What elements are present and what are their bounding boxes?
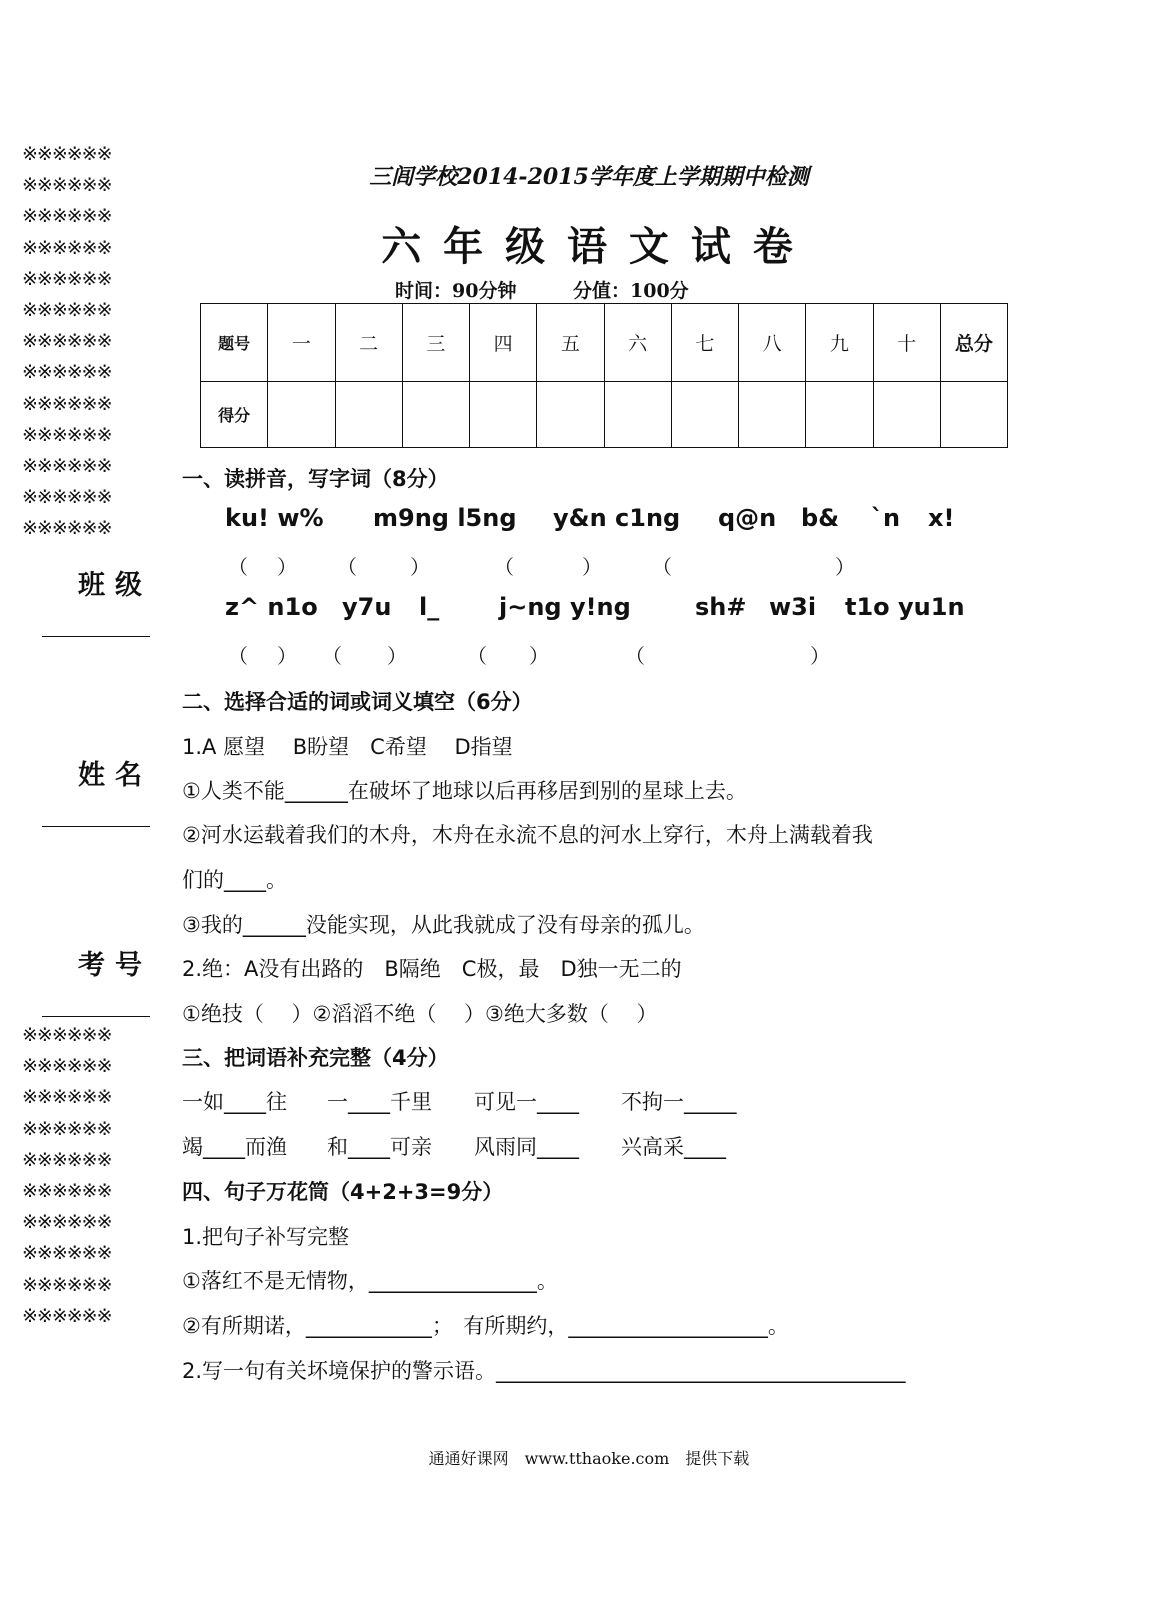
pinyin: `n bbox=[871, 504, 901, 532]
star-row: ※※※※※※ bbox=[22, 1304, 112, 1327]
idiom: 风雨同____ bbox=[474, 1135, 579, 1159]
star-row: ※※※※※※ bbox=[22, 143, 112, 165]
score-cell bbox=[335, 381, 402, 447]
star-row: ※※※※※※ bbox=[22, 361, 112, 384]
pinyin: b& bbox=[801, 504, 840, 532]
star-row: ※※※※※※ bbox=[22, 1055, 112, 1078]
row-label-question: 题号 bbox=[201, 304, 268, 382]
star-row: ※※※※※※ bbox=[22, 423, 112, 446]
col-header: 二 bbox=[335, 304, 402, 382]
pinyin: t1o yu1n bbox=[845, 593, 965, 621]
q1-line2b: 们的____。 bbox=[182, 868, 287, 892]
star-row: ※※※※※※ bbox=[22, 1086, 112, 1109]
col-header: 八 bbox=[739, 304, 806, 382]
star-row: ※※※※※※ bbox=[22, 236, 112, 259]
star-row: ※※※※※※ bbox=[22, 1242, 112, 1265]
star-row: ※※※※※※ bbox=[22, 1024, 112, 1046]
col-header: 十 bbox=[873, 304, 940, 382]
col-header: 四 bbox=[470, 304, 537, 382]
idiom: 竭____而渔 bbox=[182, 1135, 287, 1159]
paren-open: （ bbox=[467, 644, 487, 668]
score-row bbox=[201, 381, 1008, 447]
sidebar-stars-top bbox=[22, 139, 112, 544]
q2-line: ①绝技（ ）②滔滔不绝（ ）③绝大多数（ ） bbox=[182, 1002, 658, 1026]
idiom: 和____可亲 bbox=[327, 1135, 432, 1159]
score-cell bbox=[537, 381, 604, 447]
star-row: ※※※※※※ bbox=[22, 174, 112, 197]
q1-line1: ①人类不能______在破坏了地球以后再移居到别的星球上去。 bbox=[182, 779, 747, 803]
pinyin: sh# bbox=[695, 593, 747, 621]
star-row: ※※※※※※ bbox=[22, 1179, 112, 1202]
score-table bbox=[200, 303, 1008, 448]
s4-q1-line2: ②有所期诺，____________； 有所期约，___________________。 bbox=[182, 1314, 789, 1338]
section2-heading: 二、选择合适的词或词义填空（6分） bbox=[182, 690, 533, 714]
idiom: 不拘一_____ bbox=[621, 1090, 737, 1114]
paren-open: （ bbox=[337, 555, 357, 579]
pinyin: ku! w% bbox=[225, 504, 324, 532]
paren-open: （ bbox=[494, 555, 514, 579]
class-line bbox=[42, 636, 150, 637]
pinyin: j~ng y!ng bbox=[499, 593, 631, 621]
score-cell bbox=[402, 381, 469, 447]
paren-open: （ bbox=[228, 555, 248, 579]
star-row: ※※※※※※ bbox=[22, 205, 112, 228]
pinyin: m9ng l5ng bbox=[373, 504, 517, 532]
star-row: ※※※※※※ bbox=[22, 298, 112, 321]
name-label: 姓名 bbox=[78, 760, 152, 791]
paren-close: ） bbox=[582, 555, 602, 579]
school-title: 三闾学校2014-2015学年度上学期期中检测 bbox=[369, 164, 809, 190]
paren-close: ） bbox=[277, 644, 297, 668]
star-row: ※※※※※※ bbox=[22, 1148, 112, 1171]
paren-close: ） bbox=[410, 555, 430, 579]
star-row: ※※※※※※ bbox=[22, 486, 112, 509]
s4-q1: 1.把句子补写完整 bbox=[182, 1225, 350, 1249]
footer-text: 通通好课网 www.tthaoke.com 提供下载 bbox=[428, 1449, 750, 1468]
col-header: 六 bbox=[604, 304, 671, 382]
score-cell bbox=[806, 381, 873, 447]
idiom: 一____千里 bbox=[327, 1090, 432, 1114]
total-header: 总分 bbox=[940, 304, 1007, 382]
paren-open: （ bbox=[625, 644, 645, 668]
section3-heading: 三、把词语补充完整（4分） bbox=[182, 1046, 449, 1070]
paren-open: （ bbox=[322, 644, 342, 668]
star-row: ※※※※※※ bbox=[22, 330, 112, 353]
pinyin: z^ n1o bbox=[225, 593, 318, 621]
pinyin: w3i bbox=[769, 593, 817, 621]
paren-close: ） bbox=[835, 555, 855, 579]
section4-heading: 四、句子万花筒（4+2+3=9分） bbox=[182, 1180, 504, 1204]
s4-q1-line1: ①落红不是无情物，________________。 bbox=[182, 1269, 558, 1293]
col-header: 九 bbox=[806, 304, 873, 382]
paren-open: （ bbox=[228, 644, 248, 668]
paren-close: ） bbox=[277, 555, 297, 579]
score-cell bbox=[739, 381, 806, 447]
idiom: 兴高采____ bbox=[621, 1135, 726, 1159]
pinyin: q@n bbox=[718, 504, 777, 532]
q1-line3: ③我的______没能实现，从此我就成了没有母亲的孤儿。 bbox=[182, 913, 705, 937]
score-info: 分值：100分 bbox=[573, 280, 689, 302]
time-info: 时间：90分钟 bbox=[395, 280, 517, 302]
star-row: ※※※※※※ bbox=[22, 1117, 112, 1140]
star-row: ※※※※※※ bbox=[22, 392, 112, 415]
pinyin: y7u bbox=[342, 593, 392, 621]
q1-line2a: ②河水运载着我们的木舟，木舟在永流不息的河水上穿行，木舟上满载着我 bbox=[182, 823, 873, 847]
col-header: 三 bbox=[402, 304, 469, 382]
pinyin: x! bbox=[928, 504, 955, 532]
row-label-score: 得分 bbox=[201, 381, 268, 447]
col-header: 一 bbox=[268, 304, 335, 382]
col-header: 五 bbox=[537, 304, 604, 382]
name-line bbox=[42, 826, 150, 827]
star-row: ※※※※※※ bbox=[22, 517, 112, 540]
pinyin: l_ bbox=[419, 593, 440, 621]
q2-options: 2.绝：A没有出路的 B隔绝 C极，最 D独一无二的 bbox=[182, 957, 682, 981]
score-cell bbox=[470, 381, 537, 447]
score-cell bbox=[604, 381, 671, 447]
pinyin: y&n c1ng bbox=[553, 504, 681, 532]
class-label: 班级 bbox=[78, 570, 152, 601]
q1-options: 1.A 愿望 B盼望 C希望 D指望 bbox=[182, 735, 513, 759]
star-row: ※※※※※※ bbox=[22, 1211, 112, 1234]
idiom: 一如____往 bbox=[182, 1090, 287, 1114]
exam-no-label: 考号 bbox=[78, 950, 152, 981]
score-cell bbox=[268, 381, 335, 447]
paren-close: ） bbox=[810, 644, 830, 668]
score-cell bbox=[940, 381, 1007, 447]
star-row: ※※※※※※ bbox=[22, 454, 112, 477]
star-row: ※※※※※※ bbox=[22, 267, 112, 290]
col-header: 七 bbox=[671, 304, 738, 382]
paren-close: ） bbox=[529, 644, 549, 668]
score-cell bbox=[671, 381, 738, 447]
exam-title: 六 年 级 语 文 试 卷 bbox=[381, 224, 797, 270]
exam-no-line bbox=[42, 1016, 150, 1017]
question-number-row bbox=[201, 304, 1008, 382]
paren-close: ） bbox=[387, 644, 407, 668]
score-cell bbox=[873, 381, 940, 447]
s4-q2: 2.写一句有关坏境保护的警示语。_______________________________________ bbox=[182, 1359, 906, 1383]
section1-heading: 一、读拼音，写字词（8分） bbox=[182, 467, 449, 491]
sidebar-stars-bottom bbox=[22, 1020, 112, 1332]
paren-open: （ bbox=[652, 555, 672, 579]
idiom: 可见一____ bbox=[474, 1090, 579, 1114]
star-row: ※※※※※※ bbox=[22, 1273, 112, 1296]
